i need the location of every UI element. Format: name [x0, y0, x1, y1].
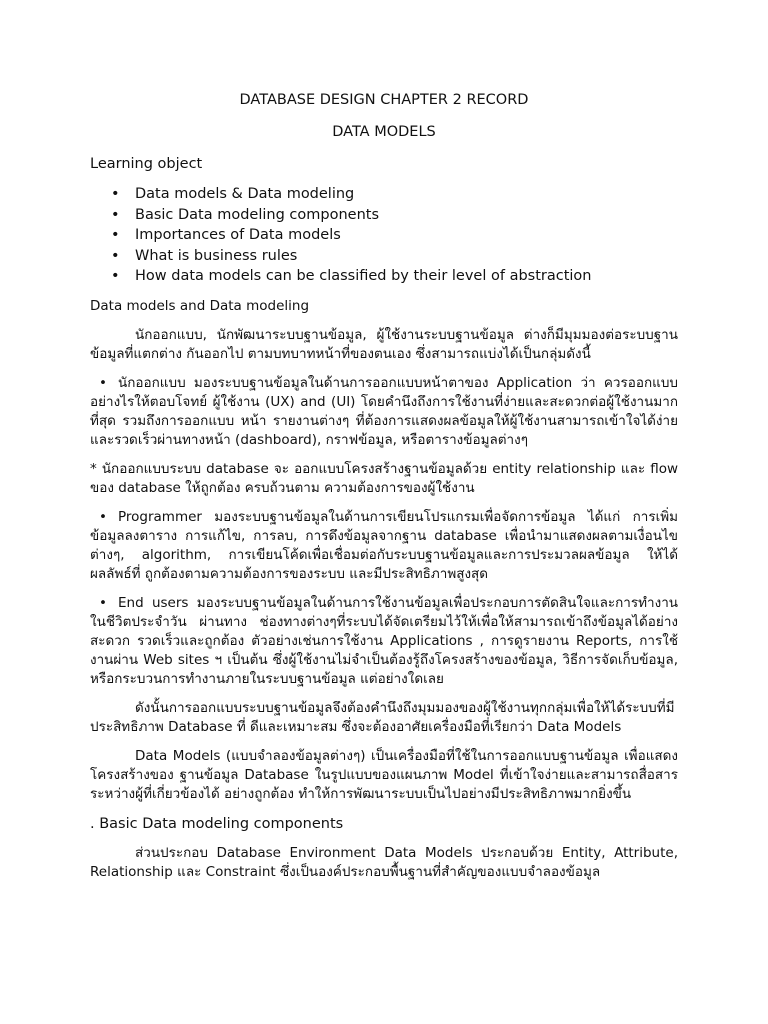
- end-users-bullet-paragraph: • End users มองระบบฐานข้อมูลในด้านการใช้งานข้อมูลเพื่อประกอบการตัดสินใจและการทำงานในชีวิตประจำวัน ผ่านทาง ช่องทางต่างๆที่ระบบได้จัดเตรียมไว้ให้เพื่อให้สามารถเข้าถึงข้อมูลได้อย่างสะดวก รวดเร็วและถูกต้อง ตัวอย่างเช่นการใช้งาน Applications , การดูรายงาน Reports, การใช้งานผ่าน Web sites ฯ เป็นต้น ซึ่งผู้ใช้งานไม่จำเป็นต้องรู้ถึงโครงสร้างของข้อมูล, วิธีการจัดเก็บข้อมูล, หรือกระบวนการทำงานภายในระบบฐานข้อมูล แต่อย่างใดเลย: [90, 594, 678, 687]
- programmer-bullet-paragraph: • Programmer มองระบบฐานข้อมูลในด้านการเขียนโปรแกรมเพื่อจัดการข้อมูล ได้แก่ การเพิ่มข้อมูลลงตาราง การแก้ไข, การลบ, การดึงข้อมูลจากฐาน database เพื่อนำมาแสดงผลตามเงื่อนไขต่างๆ, algorithm, การเขียนโค้ดเพื่อเชื่อมต่อกับระบบฐานข้อมูลและการประมวลผลข้อมูล ให้ได้ผลลัพธ์ที่ ถูกต้องตามความต้องการของระบบ และมีประสิทธิภาพสูงสุด: [90, 508, 678, 582]
- list-item: • How data models can be classified by their level of abstraction: [90, 266, 678, 287]
- document-title: DATABASE DESIGN CHAPTER 2 RECORD: [239, 92, 529, 108]
- bullet-icon: •: [111, 206, 120, 223]
- section2-heading: . Basic Data modeling components: [90, 815, 344, 832]
- designer-bullet-paragraph: • นักออกแบบ มองระบบฐานข้อมูลในด้านการออกแบบหน้าตาของ Application ว่า ควรออกแบบอย่างไรให้ตอบโจทย์ ผู้ใช้งาน (UX) and (UI) โดยคำนึงถึงการใช้งานที่ง่ายและสะดวกต่อผู้ใช้งานมากที่สุด รวมถึงการออกแบบ หน้า รายงานต่างๆ ที่ต้องการแสดงผลข้อมูลให้ผู้ใช้งานสามารถเข้าใจได้ง่ายและรวดเร็วผ่านทางหน้า (dashboard), กราฟข้อมูล, หรือตารางข้อมูลต่างๆ: [90, 374, 678, 448]
- list-item: • What is business rules: [90, 246, 678, 267]
- section1-paragraph-1: นักออกแบบ, นักพัฒนาระบบฐานข้อมูล, ผู้ใช้งานระบบฐานข้อมูล ต่างก็มีมุมมองต่อระบบฐานข้อมูลที่แตกต่าง กันออกไป ตามบทบาทหน้าที่ของตนเอง ซึ่งสามารถแบ่งได้เป็นกลุ่มดังนี้: [90, 326, 678, 362]
- section1-paragraph-3: Data Models (แบบจำลองข้อมูลต่างๆ) เป็นเครื่องมือที่ใช้ในการออกแบบฐานข้อมูล เพื่อแสดงโครงสร้างของ ฐานข้อมูล Database ในรูปแบบของแผนภาพ Model ที่เข้าใจง่ายและสามารถสื่อสารระหว่างผู้ที่เกี่ยวข้องได้ อย่างถูกต้อง ทำให้การพัฒนาระบบเป็นไปอย่างมีประสิทธิภาพมากยิ่งขึ้น: [90, 747, 678, 802]
- bullet-icon: •: [99, 508, 107, 525]
- list-item: • Basic Data modeling components: [90, 205, 678, 226]
- objectives-list: [90, 184, 678, 287]
- section2-paragraph: ส่วนประกอบ Database Environment Data Models ประกอบด้วย Entity, Attribute, Relationship และ Constraint ซึ่งเป็นองค์ประกอบพื้นฐานที่สำคัญของแบบจำลองข้อมูล: [90, 844, 678, 880]
- bullet-icon: •: [99, 374, 107, 391]
- bullet-icon: •: [111, 247, 120, 264]
- bullet-icon: •: [111, 268, 120, 284]
- list-item: • Data models & Data modeling: [90, 184, 678, 205]
- list-item: • Importances of Data models: [90, 225, 678, 246]
- designer-note-paragraph: * นักออกแบบระบบ database จะ ออกแบบโครงสร้างฐานข้อมูลด้วย entity relationship และ flow ของ database ให้ถูกต้อง ครบถ้วนตาม ความต้องการของผู้ใช้งาน: [90, 460, 678, 496]
- section1-heading: Data models and Data modeling: [90, 297, 310, 314]
- bullet-icon: •: [99, 594, 107, 611]
- bullet-icon: •: [111, 227, 120, 243]
- learning-object-heading: Learning object: [90, 156, 203, 172]
- document-page: [90, 90, 678, 892]
- bullet-icon: •: [111, 186, 120, 202]
- section1-paragraph-2: ดังนั้นการออกแบบระบบฐานข้อมูลจึงต้องคำนึงถึงมุมมองของผู้ใช้งานทุกกลุ่มเพื่อให้ได้ระบบที่มีประสิทธิภาพ Database ที่ ดีและเหมาะสม ซึ่งจะต้องอาศัยเครื่องมือที่เรียกว่า Data Models: [90, 699, 675, 735]
- document-subtitle: DATA MODELS: [332, 124, 436, 140]
